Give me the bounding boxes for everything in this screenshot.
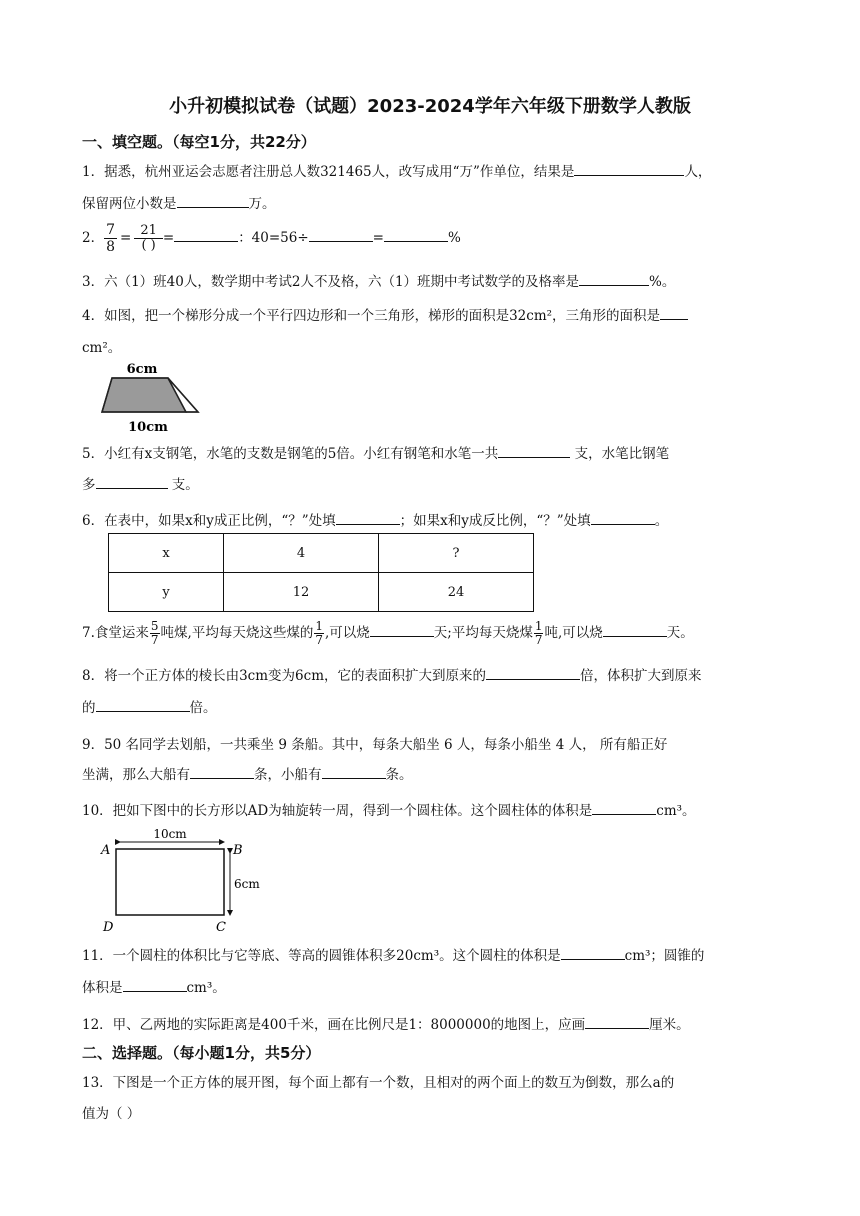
- vertex-a-label: A: [101, 843, 111, 858]
- fraction: $\frac{1}{7}$: [534, 619, 543, 647]
- table-cell: 12: [224, 573, 379, 612]
- answer-blank[interactable]: [177, 193, 249, 208]
- table-row: [109, 573, 534, 612]
- answer-blank[interactable]: [579, 271, 649, 286]
- question-6: 6．在表中，如果x和y成正比例，“？”处填 ；如果x和y成反比例，“？”处填 。: [82, 509, 668, 529]
- question-11-line-1: 11．一个圆柱的体积比与它等底、等高的圆锥体积多20cm³。这个圆柱的体积是 cm³；圆锥的: [82, 944, 704, 964]
- height-label: 6cm: [234, 877, 260, 891]
- table-cell: 4: [224, 534, 379, 573]
- question-11-line-2: 体积是 cm³。: [82, 976, 226, 996]
- fraction: $\frac{1}{7}$: [315, 619, 323, 647]
- answer-blank[interactable]: [190, 764, 254, 779]
- table-cell: x: [109, 534, 224, 573]
- question-1-line-2: 保留两位小数是 万。: [82, 192, 276, 212]
- fraction: $\frac{7}{8}$: [106, 222, 116, 255]
- question-5-line-2: 多 支。: [82, 473, 199, 493]
- question-8-line-1: 8．将一个正方体的棱长由3cm变为6cm，它的表面积扩大到原来的 倍，体积扩大到原来: [82, 664, 702, 684]
- question-2: 2． $\frac{7}{8}$ = 21 ( ) = ：40=56÷ = %: [82, 222, 461, 255]
- table-cell: ?: [379, 534, 534, 573]
- trapezoid-top-label: 6cm: [126, 362, 158, 377]
- answer-blank[interactable]: [561, 945, 625, 960]
- rectangle-shape: [116, 849, 224, 915]
- question-1-line-1: 1．据悉，杭州亚运会志愿者注册总人数321465人，改写成用“万”作单位，结果是 人，: [82, 160, 711, 180]
- section-heading-fill-in: 一、填空题。（每空1分，共22分）: [82, 133, 316, 151]
- vertex-c-label: C: [216, 920, 226, 935]
- answer-blank[interactable]: [585, 1014, 649, 1029]
- answer-blank[interactable]: [123, 977, 187, 992]
- answer-blank[interactable]: [174, 227, 238, 242]
- trapezoid-bottom-label: 10cm: [128, 420, 168, 435]
- question-4-line-2: cm²。: [82, 340, 122, 356]
- question-10: 10．把如下图中的长方形以AD为轴旋转一周，得到一个圆柱体。这个圆柱体的体积是 cm³。: [82, 799, 696, 819]
- width-label: 10cm: [153, 827, 187, 841]
- answer-blank[interactable]: [486, 665, 580, 680]
- answer-blank[interactable]: [603, 622, 667, 637]
- question-3: 3．六（1）班40人，数学期中考试2人不及格，六（1）班期中考试数学的及格率是 %。: [82, 270, 675, 290]
- answer-blank[interactable]: [309, 227, 373, 242]
- fraction: $\frac{5}{7}$: [150, 619, 159, 647]
- vertex-b-label: B: [233, 843, 243, 858]
- answer-blank[interactable]: [336, 510, 400, 525]
- question-9-line-2: 坐满，那么大船有 条，小船有 条。: [82, 763, 413, 783]
- answer-blank[interactable]: [592, 800, 656, 815]
- vertex-d-label: D: [103, 920, 114, 935]
- table-cell: 24: [379, 573, 534, 612]
- fraction-blank: 21 ( ): [134, 224, 163, 253]
- answer-blank[interactable]: [660, 305, 688, 320]
- section-heading-choice: 二、选择题。（每小题1分，共5分）: [82, 1044, 321, 1062]
- answer-blank[interactable]: [96, 697, 190, 712]
- answer-blank[interactable]: [384, 227, 448, 242]
- question-8-line-2: 的 倍。: [82, 696, 217, 716]
- trapezoid-figure: [96, 360, 206, 436]
- page-title: 小升初模拟试卷（试题）2023-2024学年六年级下册数学人教版: [169, 96, 691, 117]
- question-7: 7.食堂运来 $\frac{5}{7}$ 吨煤,平均每天烧这些煤的 $\frac{1}{7}$ ,可以烧 天;平均每天烧煤 $\frac{1}{7}$ 吨,可以烧 天。: [82, 619, 694, 647]
- answer-blank[interactable]: [322, 764, 386, 779]
- answer-blank[interactable]: [96, 474, 168, 489]
- table-row: [109, 534, 534, 573]
- question-12: 12．甲、乙两地的实际距离是400千米，画在比例尺是1：8000000的地图上，应画 厘米。: [82, 1013, 690, 1033]
- question-9-line-1: 9．50 名同学去划船，一共乘坐 9 条船。其中，每条大船坐 6 人，每条小船坐 4 人， 所有船正好: [82, 737, 668, 753]
- question-13-line-2: 值为（ ）: [82, 1106, 141, 1122]
- answer-blank[interactable]: [370, 622, 434, 637]
- answer-blank[interactable]: [591, 510, 655, 525]
- answer-blank[interactable]: [574, 161, 684, 176]
- table-cell: y: [109, 573, 224, 612]
- question-5-line-1: 5．小红有x支钢笔，水笔的支数是钢笔的5倍。小红有钢笔和水笔一共 支，水笔比钢笔: [82, 442, 669, 462]
- question-13-line-1: 13．下图是一个正方体的展开图，每个面上都有一个数，且相对的两个面上的数互为倒数，那么a的: [82, 1075, 675, 1091]
- xy-table: [108, 533, 534, 612]
- question-4-line-1: 4．如图，把一个梯形分成一个平行四边形和一个三角形，梯形的面积是32cm²，三角形的面积是: [82, 304, 688, 324]
- rectangle-figure: [96, 822, 276, 936]
- answer-blank[interactable]: [498, 443, 570, 458]
